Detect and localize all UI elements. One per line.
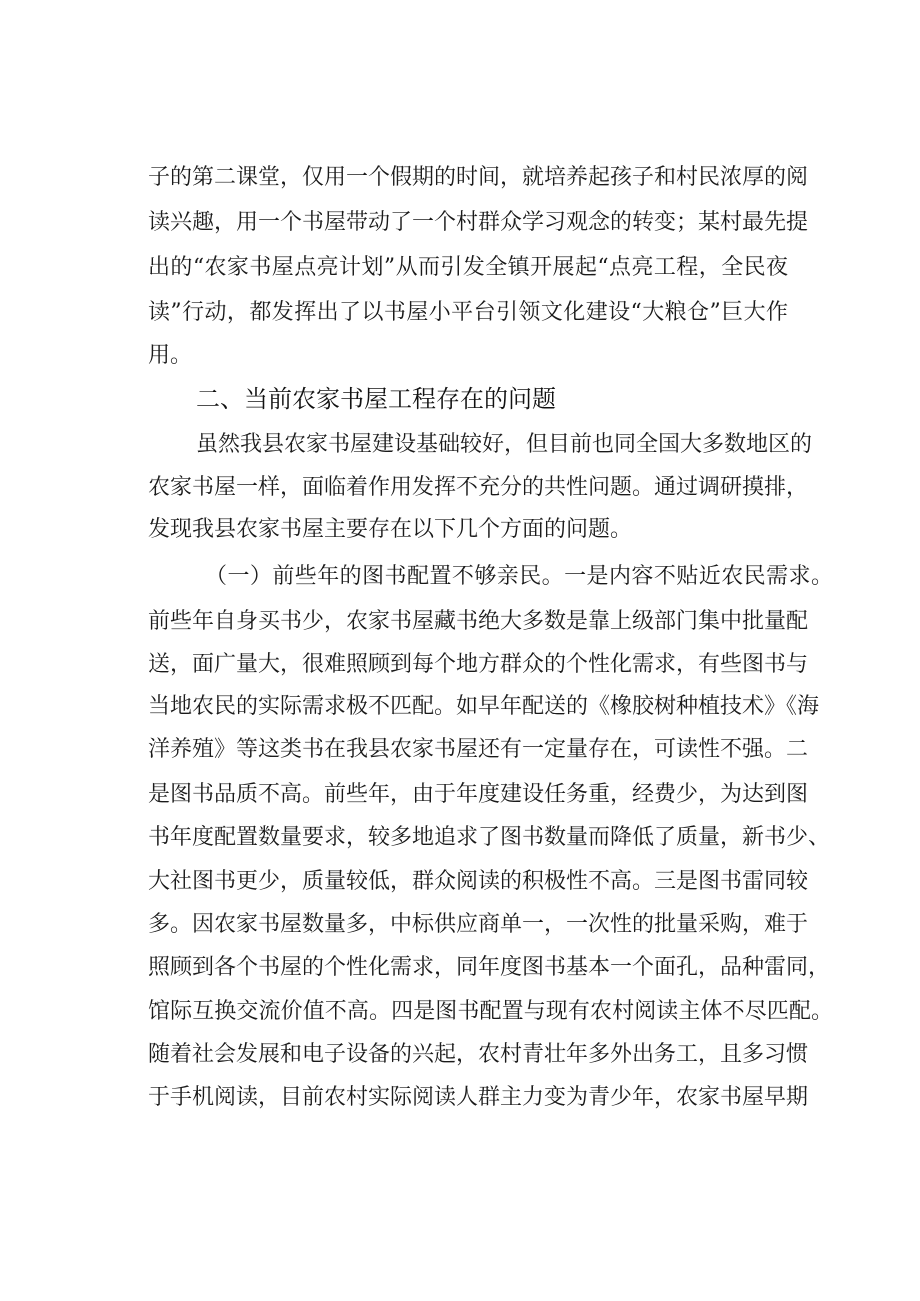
body-text-line: 于手机阅读，目前农村实际阅读人群主力变为青少年，农家书屋早期 <box>148 1085 809 1110</box>
body-text-line: 前些年自身买书少，农家书屋藏书绝大多数是靠上级部门集中批量配 <box>148 609 809 634</box>
body-text-line: 农家书屋一样，面临着作用发挥不充分的共性问题。通过调研摸排， <box>148 475 809 500</box>
body-text-line: 大社图书更少，质量较低，群众阅读的积极性不高。三是图书雷同较 <box>148 869 809 894</box>
body-text-line: 发现我县农家书屋主要存在以下几个方面的问题。 <box>148 517 633 542</box>
body-text-line: 子的第二课堂，仅用一个假期的时间，就培养起孩子和村民浓厚的阅 <box>148 165 809 190</box>
body-text-line: 随着社会发展和电子设备的兴起，农村青壮年多外出务工，且多习惯 <box>148 1042 809 1067</box>
body-text-line: 馆际互换交流价值不高。四是图书配置与现有农村阅读主体不尽匹配。 <box>148 999 833 1024</box>
section-heading: 二、当前农家书屋工程存在的问题 <box>196 385 556 413</box>
body-text-line: 是图书品质不高。前些年，由于年度建设任务重，经费少，为达到图 <box>148 782 809 807</box>
body-text-line: 虽然我县农家书屋建设基础较好，但目前也同全国大多数地区的 <box>196 432 813 457</box>
body-text-line: 送，面广量大，很难照顾到每个地方群众的个性化需求，有些图书与 <box>148 652 809 677</box>
body-text-line: 多。因农家书屋数量多，中标供应商单一，一次性的批量采购，难于 <box>148 912 809 937</box>
body-text-line: 洋养殖》等这类书在我县农家书屋还有一定量存在，可读性不强。二 <box>148 737 809 762</box>
body-text-line: （一）前些年的图书配置不够亲民。一是内容不贴近农民需求。 <box>205 564 833 589</box>
body-text-line: 读”行动，都发挥出了以书屋小平台引领文化建设“大粮仓”巨大作 <box>148 300 788 325</box>
body-text-line: 出的“农家书屋点亮计划”从而引发全镇开展起“点亮工程，全民夜 <box>148 255 788 280</box>
body-text-line: 读兴趣，用一个书屋带动了一个村群众学习观念的转变；某村最先提 <box>148 210 809 235</box>
body-text-line: 用。 <box>148 343 193 368</box>
body-text-line: 照顾到各个书屋的个性化需求，同年度图书基本一个面孔，品种雷同， <box>148 955 831 980</box>
body-text-line: 书年度配置数量要求，较多地追求了图书数量而降低了质量，新书少、 <box>148 825 831 850</box>
body-text-line: 当地农民的实际需求极不匹配。如早年配送的《橡胶树种植技术》《海 <box>148 694 820 719</box>
